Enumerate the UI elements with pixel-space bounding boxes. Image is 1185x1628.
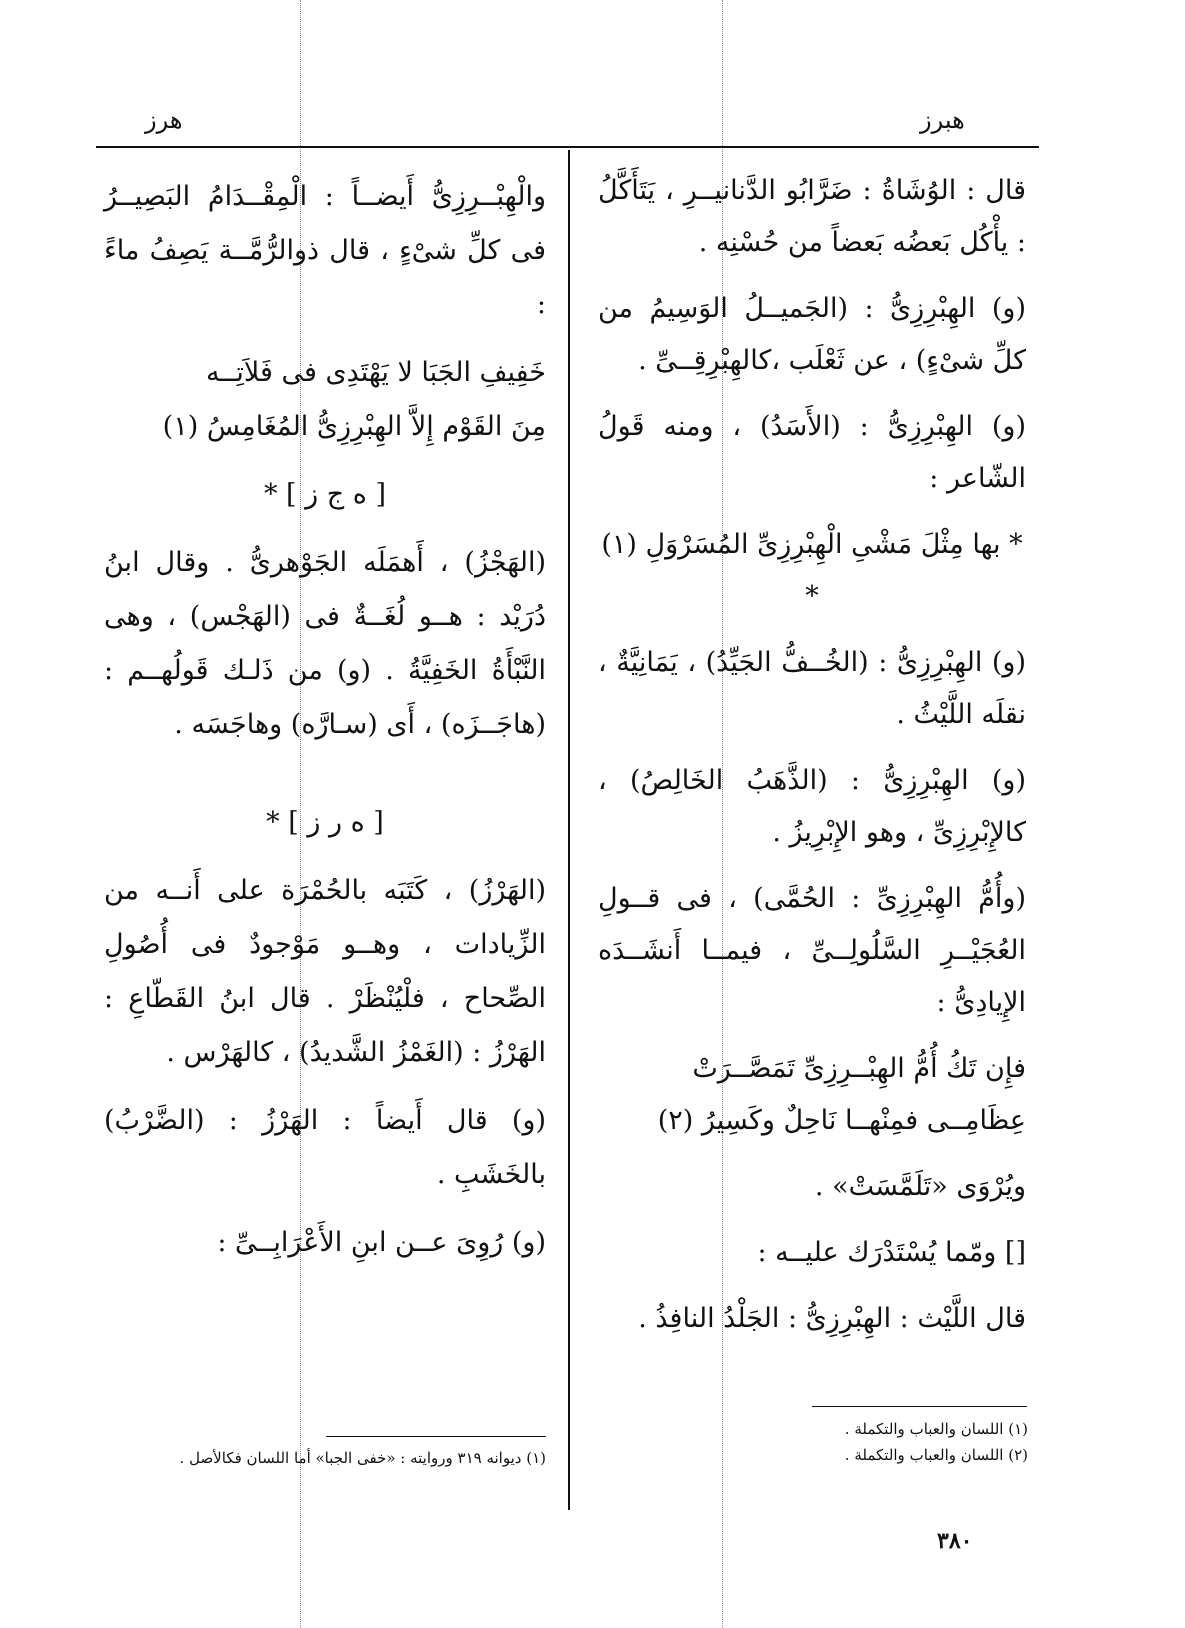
page-number: ٣٨٠ bbox=[937, 1528, 973, 1554]
entry-paragraph: قال : الوُشَاةُ : ضَرَّابُو الدَّنانيــرِ ، يَتَأَكَّلُ : يأْكُل بَعضُه بَعضاً من حُسْنِه . bbox=[598, 175, 1026, 258]
verse-line: خَفِيفِ الجَبَا لا يَهْتَدِى فى فَلاَتِــه bbox=[206, 357, 546, 388]
right-column bbox=[598, 165, 1026, 1359]
entry-paragraph: (الهَجْزُ) ، أَهمَلَه الجَوْهرىُّ . وقال ابنُ دُرَيْد : هــو لُغَــةٌ فى (الهَجْس) ، وهى النَّبْأَةُ الخَفِيَّةُ . (و) من ذَلـك قَولُهــم : (هاجَــزَه) ، أَى (سـارَّه) وهاجَسَه . bbox=[104, 547, 546, 740]
verse-line: مِنَ القَوْم إِلاَّ الهِبْرِزِىُّ المُغَامِسُ (١) bbox=[162, 411, 546, 442]
footnote: (١) اللسان والعباب والتكملة . bbox=[844, 1420, 1028, 1438]
column-divider bbox=[568, 150, 570, 1510]
entry-paragraph: (و) الهِبْرِزِىُّ : (الجَميــلُ الوَسِيمُ من كلِّ شىْءٍ) ، عن ثَعْلَب ،كالهِبْرِقِــىِّ . bbox=[598, 293, 1026, 376]
running-head-left: هرز bbox=[145, 106, 183, 134]
footnotes-left bbox=[108, 1445, 546, 1471]
entry-paragraph: (و) رُوِىَ عــن ابنِ الأَعْرَابِــىِّ : bbox=[217, 1227, 546, 1258]
entry-paragraph: ويُرْوَى «تَلَمَّسَتْ» . bbox=[814, 1171, 1026, 1202]
root-heading: [ ه ج ز ] * bbox=[263, 479, 387, 510]
footnotes-right bbox=[720, 1416, 1028, 1468]
footnote: (١) ديوانه ٣١٩ وروايته : «خفى الجبا» أما اللسان فكالأصل . bbox=[179, 1449, 546, 1467]
entry-paragraph: والْهِبْــرِزِىُّ أَيضــاً : الْمِقْــدَامُ البَصِيــرُ فى كلِّ شىْءٍ ، قال ذوالرُّمَّــة يَصِفُ ماءً : bbox=[104, 181, 546, 320]
entry-paragraph: (الهَرْزُ) ، كَتَبَه بالحُمْرَة على أَنــه من الزِّيادات ، وهــو مَوْجودٌ فى أُصُولِ الصِّحاح ، فلْيُنْظَرْ . قال ابنُ القَطّاعِ : الهَرْزُ : (الغَمْزُ الشَّديدُ) ، كالهَرْس . bbox=[104, 875, 546, 1068]
verse-line: فإِن تَكُ أُمُّ الهِبْــرِزِىِّ تَمَصَّــرَتْ bbox=[692, 1053, 1026, 1084]
spacer bbox=[104, 766, 546, 796]
verse-line: عِظَامِــى فمِنْهــا نَاحِلٌ وكَسِيرُ (٢) bbox=[657, 1105, 1026, 1136]
footnote-rule bbox=[326, 1436, 546, 1437]
entry-paragraph: (و) الهِبْرِزِىُّ : (الأَسَدُ) ، ومنه قَولُ الشّاعر : bbox=[598, 411, 1026, 494]
entry-paragraph: (وأُمُّ الهِبْرِزِىِّ : الحُمَّى) ، فى قــولِ العُجَيْــرِ السَّلُولِــىِّ ، فيمــا أَنشَــدَه الإِيادِىُّ : bbox=[598, 883, 1026, 1018]
entry-paragraph: (و) الهِبْرِزِىُّ : (الخُــفُّ الجَيِّدُ) ، يَمَانِيَّةٌ ، نقلَه اللَّيْثُ . bbox=[598, 647, 1026, 730]
header-rule bbox=[96, 146, 1039, 148]
root-heading: [ ه ر ز ] * bbox=[266, 807, 384, 838]
verse-line: * بها مِثْلَ مَشْىِ الْهِبْرِزِىِّ المُسَرْوَلِ (١) * bbox=[601, 529, 1023, 612]
entry-paragraph: (و) الهِبْرِزِىُّ : (الذَّهَبُ الخَالِصُ) ، كالإِبْرِزِىِّ ، وهو الإِبْرِيزُ . bbox=[598, 765, 1026, 848]
footnote-rule bbox=[812, 1406, 1027, 1407]
left-column bbox=[104, 170, 546, 1284]
running-head-right: هبرز bbox=[920, 106, 965, 134]
entry-paragraph: (و) قال أَيضاً : الهَرْزُ : (الضَّرْبُ) بالخَشَبِ . bbox=[104, 1105, 546, 1190]
entry-paragraph: قال اللَّيْث : الهِبْرِزِىُّ : الجَلْدُ النافِذُ . bbox=[638, 1303, 1026, 1334]
footnote: (٢) اللسان والعباب والتكملة . bbox=[844, 1446, 1028, 1464]
entry-paragraph: [] ومّما يُسْتَدْرَك عليــه : bbox=[757, 1237, 1026, 1268]
